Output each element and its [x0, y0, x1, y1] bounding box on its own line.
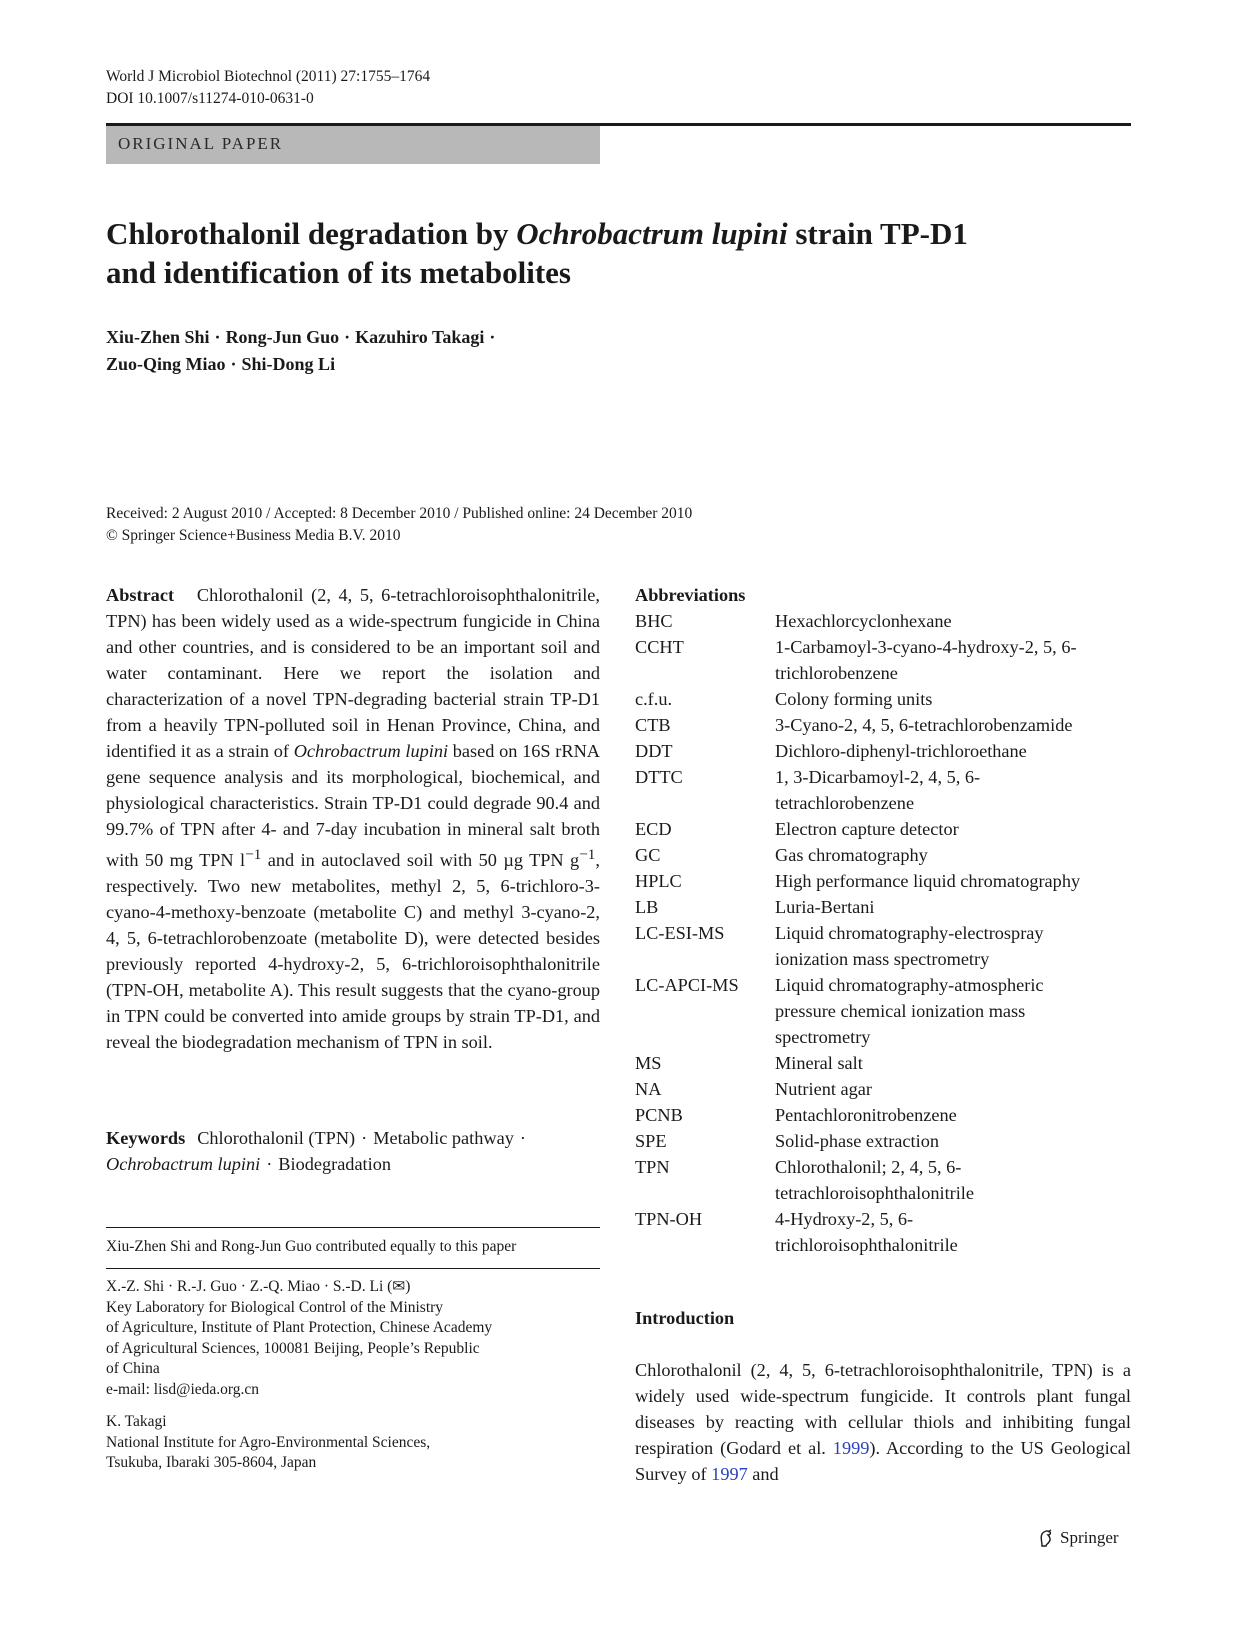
- journal-doi[interactable]: DOI 10.1007/s11274-010-0631-0: [106, 90, 314, 107]
- intro-text-3: and: [747, 1464, 779, 1484]
- publication-dates: [106, 503, 692, 547]
- affiliation-2: [106, 1412, 600, 1474]
- abbreviation-key: NA: [635, 1079, 662, 1099]
- author[interactable]: Xiu-Zhen Shi: [106, 327, 210, 347]
- abbreviation-key: LB: [635, 897, 659, 917]
- journal-citation: World J Microbiol Biotechnol (2011) 27:1755–1764: [106, 68, 431, 85]
- abbreviation-key: MS: [635, 1053, 662, 1073]
- abbreviation-row: [635, 972, 1135, 1050]
- abbreviation-value: Mineral salt: [775, 1053, 863, 1073]
- title-part1: Chlorothalonil degradation by: [106, 216, 517, 251]
- abbreviation-key: BHC: [635, 611, 673, 631]
- abbreviation-value: Hexachlorcyclonhexane: [775, 611, 952, 631]
- publisher-name: Springer: [1060, 1528, 1119, 1547]
- author-separator: ·: [214, 327, 221, 347]
- author[interactable]: Zuo-Qing Miao: [106, 354, 226, 374]
- affiliation-authors: X.-Z. Shi · R.-J. Guo · Z.-Q. Miao · S.-D. Li (✉): [106, 1278, 411, 1295]
- abbreviation-key: TPN-OH: [635, 1209, 703, 1229]
- title-part2: strain TP-D1: [787, 216, 968, 251]
- abbreviation-key: SPE: [635, 1131, 667, 1151]
- keyword: Ochrobactrum lupini: [106, 1154, 261, 1174]
- abbreviation-key: LC-APCI-MS: [635, 975, 739, 995]
- abbreviation-value: Electron capture detector: [775, 819, 959, 839]
- abbreviation-row: [635, 920, 1135, 972]
- introduction-heading: Introduction: [635, 1308, 735, 1328]
- abbreviation-row: [635, 1128, 1135, 1154]
- abbreviation-row: [635, 738, 1135, 764]
- affiliation-line: of China: [106, 1360, 160, 1377]
- abbreviation-value: 1-Carbamoyl-3-cyano-4-hydroxy-2, 5, 6-trichlorobenzene: [775, 637, 1077, 683]
- author-separator: ·: [344, 327, 351, 347]
- affiliation-line: of Agricultural Sciences, 100081 Beijing, People’s Republic: [106, 1339, 480, 1357]
- abbreviation-row: [635, 686, 1135, 712]
- keyword: Chlorothalonil (TPN): [197, 1128, 356, 1148]
- affiliation-line: of Agriculture, Institute of Plant Protection, Chinese Academy: [106, 1319, 493, 1336]
- keyword: Biodegradation: [278, 1154, 392, 1174]
- abbreviation-value: Chlorothalonil; 2, 4, 5, 6-tetrachloroisophthalonitrile: [775, 1157, 975, 1203]
- abbreviation-key: CCHT: [635, 637, 684, 657]
- author[interactable]: Kazuhiro Takagi: [355, 327, 485, 347]
- affiliation-line: Key Laboratory for Biological Control of the Ministry: [106, 1298, 444, 1316]
- abbreviation-key: TPN: [635, 1157, 670, 1177]
- abbreviation-value: Pentachloronitrobenzene: [775, 1105, 957, 1125]
- introduction-text: [635, 1357, 1131, 1487]
- abbreviation-row: [635, 894, 1135, 920]
- keyword-separator: ·: [519, 1128, 526, 1148]
- affiliations: [106, 1277, 600, 1486]
- abbreviation-value: Liquid chromatography-electrospray ionization mass spectrometry: [775, 923, 1044, 969]
- copyright: © Springer Science+Business Media B.V. 2010: [106, 527, 401, 544]
- citation-link[interactable]: 1997: [711, 1464, 748, 1484]
- abbreviation-key: ECD: [635, 819, 672, 839]
- abbreviation-value: Luria-Bertani: [775, 897, 875, 917]
- abstract-superscript: −1: [579, 846, 596, 863]
- abbreviation-key: c.f.u.: [635, 689, 673, 709]
- abstract: [106, 582, 600, 1055]
- abstract-species: Ochrobactrum lupini: [293, 741, 449, 761]
- abstract-superscript: −1: [245, 846, 262, 863]
- intro-text-1: Chlorothalonil (2, 4, 5, 6-tetrachloroisophthalonitrile, TPN) is a widely used wide-spectrum fungicide. It controls plant fungal diseases by reacting with cellular thiols and inhibiting fungal respiration (Godard et al.: [635, 1360, 1131, 1458]
- abbreviation-row: [635, 1076, 1135, 1102]
- abbreviation-row: [635, 868, 1135, 894]
- abbreviation-key: LC-ESI-MS: [635, 923, 725, 943]
- abstract-text-3: and in autoclaved soil with 50 µg TPN g: [261, 850, 580, 871]
- abstract-text-1: Chlorothalonil (2, 4, 5, 6-tetrachloroisophthalonitrile, TPN) has been widely used as a wide-spectrum fungicide in China and other countries, and is considered to be an important soil and water contaminant. Here we report the isolation and characterization of a novel TPN-degrading bacterial strain TP-D1 from a heavily TPN-polluted soil in Henan Province, China, and identified it as a strain of: [106, 585, 600, 761]
- abbreviation-row: [635, 764, 1135, 816]
- abbreviation-row: [635, 1154, 1135, 1206]
- keyword-separator: ·: [361, 1128, 368, 1148]
- keywords-label: Keywords: [106, 1128, 186, 1148]
- abbreviations-heading: Abbreviations: [635, 585, 746, 605]
- abbreviation-value: Gas chromatography: [775, 845, 928, 865]
- abbreviation-value: High performance liquid chromatography: [775, 871, 1081, 891]
- keyword-separator: ·: [266, 1154, 273, 1174]
- email-link[interactable]: e-mail: lisd@ieda.org.cn: [106, 1380, 260, 1398]
- abbreviation-row: [635, 1206, 1135, 1258]
- intro-text-2: ). According to the US Geological Survey of: [635, 1438, 1131, 1484]
- abbreviation-key: DTTC: [635, 767, 683, 787]
- abbreviation-row: [635, 1102, 1135, 1128]
- journal-header: [106, 66, 430, 110]
- abbreviation-value: Liquid chromatography-atmospheric pressure chemical ionization mass spectrometry: [775, 975, 1044, 1047]
- abbreviation-key: PCNB: [635, 1105, 683, 1125]
- author[interactable]: Shi-Dong Li: [241, 354, 336, 374]
- author-separator: ·: [230, 354, 237, 374]
- footnote-rule: [106, 1227, 600, 1228]
- footnote-rule: [106, 1268, 600, 1269]
- abbreviation-row: [635, 634, 1135, 686]
- abbreviation-key: DDT: [635, 741, 673, 761]
- abbreviation-value: 4-Hydroxy-2, 5, 6-trichloroisophthalonitrile: [775, 1209, 958, 1255]
- section-label-band: [106, 126, 600, 164]
- author-list: [106, 324, 500, 378]
- abbreviation-value: 3-Cyano-2, 4, 5, 6-tetrachlorobenzamide: [775, 715, 1073, 735]
- abbreviation-row: [635, 608, 1135, 634]
- abbreviation-value: Nutrient agar: [775, 1079, 872, 1099]
- publisher-logo: [1036, 1527, 1119, 1549]
- abbreviation-key: CTB: [635, 715, 671, 735]
- citation-link[interactable]: 1999: [832, 1438, 870, 1458]
- springer-horse-icon: [1036, 1528, 1056, 1548]
- date-history: Received: 2 August 2010 / Accepted: 8 December 2010 / Published online: 24 December 2010: [106, 505, 693, 522]
- abstract-label: Abstract: [106, 585, 175, 605]
- abbreviations-list: [635, 608, 1135, 1258]
- abbreviation-key: HPLC: [635, 871, 682, 891]
- affiliation-line: National Institute for Agro-Environmental Sciences,: [106, 1433, 431, 1451]
- paper-title: [106, 214, 1131, 292]
- abbreviation-value: Colony forming units: [775, 689, 933, 709]
- affiliation-authors: K. Takagi: [106, 1413, 167, 1430]
- abbreviation-value: Solid-phase extraction: [775, 1131, 939, 1151]
- title-species: Ochrobactrum lupini: [516, 216, 788, 251]
- abbreviation-value: 1, 3-Dicarbamoyl-2, 4, 5, 6-tetrachlorobenzene: [775, 767, 981, 813]
- abstract-text-2: based on 16S rRNA gene sequence analysis and its morphological, biochemical, and physiological characteristics. Strain TP-D1 could degrade 90.4 and 99.7% of TPN after 4- and 7-day incubation in mineral salt broth with 50 mg TPN l: [106, 741, 600, 871]
- title-line2: and identification of its metabolites: [106, 255, 571, 290]
- abbreviation-row: [635, 712, 1135, 738]
- footnote-equal-contribution: Xiu-Zhen Shi and Rong-Jun Guo contributed equally to this paper: [106, 1238, 517, 1255]
- author[interactable]: Rong-Jun Guo: [225, 327, 340, 347]
- keyword: Metabolic pathway: [373, 1128, 514, 1148]
- abbreviation-key: GC: [635, 845, 661, 865]
- abbreviation-row: [635, 842, 1135, 868]
- author-separator: ·: [489, 327, 496, 347]
- affiliation-line: Tsukuba, Ibaraki 305-8604, Japan: [106, 1454, 317, 1471]
- abstract-text-4: , respectively. Two new metabolites, methyl 2, 5, 6-trichloro-3-cyano-4-methoxy-benzoate (metabolite C) and methyl 3-cyano-2, 4, 5, 6-tetrachlorobenzoate (metabolite D), were detected besides previously reported 4-hydroxy-2, 5, 6-trichloroisophthalonitrile (TPN-OH, metabolite A). This result suggests that the cyano-group in TPN could be converted into amide groups by strain TP-D1, and reveal the biodegradation mechanism of TPN in soil.: [106, 850, 600, 1053]
- affiliation-1: [106, 1277, 600, 1400]
- keywords: [106, 1125, 600, 1177]
- abbreviation-row: [635, 1050, 1135, 1076]
- abbreviation-row: [635, 816, 1135, 842]
- abbreviation-value: Dichloro-diphenyl-trichloroethane: [775, 741, 1027, 761]
- section-label: ORIGINAL PAPER: [118, 134, 284, 153]
